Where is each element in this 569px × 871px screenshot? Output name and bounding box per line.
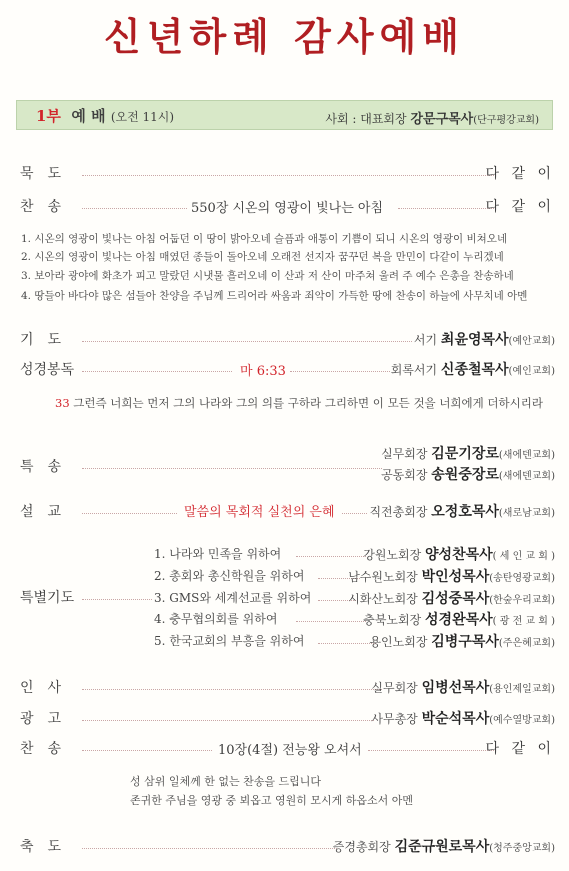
- role: 충북노회장: [363, 613, 422, 627]
- prayer-leader-3: [348, 588, 555, 608]
- dotted-leader: [342, 513, 367, 514]
- row-label-greeting: 인 사: [20, 680, 62, 696]
- role: 회록서기: [390, 363, 438, 377]
- person-name: 임병선목사: [421, 680, 490, 696]
- part-heading: [36, 105, 174, 126]
- person-name: 김병구목사: [431, 634, 499, 650]
- sermon-title: 말씀의 목회적 실천의 은혜: [184, 505, 335, 520]
- church: ( 세 인 교 회 ): [492, 551, 555, 562]
- dotted-leader: [398, 208, 494, 209]
- dotted-leader: [296, 621, 366, 622]
- closing-hymn-line-1: 성 삼위 일체께 한 없는 찬송을 드립니다: [130, 775, 321, 788]
- page-title: 신년하례 감사예배: [104, 14, 465, 59]
- prayer-topic-4: 4. 충무협의회를 위하여: [154, 612, 278, 626]
- row-label-special-prayer: 특별기도: [20, 590, 75, 606]
- row-label-announce: 광 고: [20, 711, 62, 727]
- church: (새에덴교회): [498, 450, 555, 461]
- dotted-leader: [82, 848, 337, 849]
- person-name: 김성중목사: [421, 591, 490, 607]
- person-name: 최윤영목사: [440, 332, 509, 348]
- prayer-leader-5: [369, 631, 555, 651]
- prayer-topic-2: 2. 총회와 총신학원을 위하여: [154, 569, 305, 583]
- hymn-verse-4: 4. 땅들아 바다야 많은 섬들아 찬양을 주님께 드리어라 싸움과 죄악이 가득한 땅에 찬송이 하늘에 사무치네 아멘: [21, 290, 528, 302]
- scripture-verse: [55, 395, 543, 411]
- dotted-leader: [82, 750, 212, 751]
- prayer-leader-1: [363, 544, 555, 564]
- prayer-leader-2: [348, 566, 555, 586]
- dotted-leader: [296, 556, 366, 557]
- dotted-leader: [82, 371, 232, 372]
- prayer-leader: [414, 329, 555, 349]
- row-label-chanson-2: 찬 송: [20, 741, 62, 757]
- person-name: 김문기장로: [431, 446, 499, 462]
- hymn-verse-1: 1. 시온의 영광이 빛나는 아침 어둡던 이 땅이 밝아오네 슬픔과 애통이 기쁨이 되니 시온의 영광이 비쳐오네: [21, 233, 508, 245]
- role: 실무회장: [371, 681, 418, 695]
- chanson-right: 다 같 이: [485, 199, 555, 215]
- closing-hymn-title: 10장(4절) 전능왕 오셔서: [218, 743, 362, 758]
- dotted-leader: [368, 750, 494, 751]
- host-info: [325, 108, 539, 127]
- dotted-leader: [82, 720, 374, 721]
- hymn-title: 550장 시온의 영광이 빛나는 아침: [191, 201, 384, 216]
- preacher: [369, 501, 555, 521]
- role: 용인노회장: [369, 635, 428, 649]
- host-name: 강문구목사: [410, 112, 474, 127]
- church: (용인제일교회): [489, 684, 555, 695]
- scripture-ref: 마 6:33: [240, 364, 286, 379]
- dotted-leader: [82, 689, 382, 690]
- person-name: 김준규원로목사: [394, 839, 490, 855]
- dotted-leader: [82, 341, 412, 342]
- special-song-singer-1: [381, 443, 555, 463]
- verse-text: 그런즉 너희는 먼저 그의 나라와 그의 의를 구하라 그리하면 이 모든 것을 너희에게 더하시리라: [69, 396, 543, 410]
- role: 사무총장: [371, 712, 418, 726]
- church: (청주중앙교회): [489, 843, 555, 854]
- person-name: 박인성목사: [421, 569, 490, 585]
- row-label-sermon: 설 교: [20, 504, 62, 520]
- host-prefix: 사회 : 대표회장: [325, 112, 407, 126]
- prayer-topic-5: 5. 한국교회의 부흥을 위하여: [154, 634, 305, 648]
- person-name: 양성찬목사: [425, 547, 493, 563]
- person-name: 박순석목사: [421, 711, 490, 727]
- dotted-leader: [82, 513, 177, 514]
- row-label-special-song: 특 송: [20, 459, 62, 475]
- prayer-leader-4: [363, 609, 555, 629]
- role: 직전총회장: [369, 505, 428, 519]
- part-number: 1부: [36, 107, 61, 125]
- prayer-topic-1: 1. 나라와 민족을 위하여: [154, 547, 282, 561]
- part-name: 예 배: [71, 107, 106, 125]
- role: 시화산노회장: [348, 592, 418, 606]
- row-label-chanson: 찬 송: [20, 199, 62, 215]
- announce-person: [371, 708, 555, 728]
- row-label-scripture: 성경봉독: [20, 362, 75, 378]
- dotted-leader: [82, 599, 152, 600]
- role: 서기: [413, 333, 438, 347]
- scripture-reader: [391, 359, 555, 379]
- mukdo-right: 다 같 이: [485, 166, 555, 182]
- special-song-singer-2: [381, 464, 555, 484]
- chanson-2-right: 다 같 이: [485, 741, 555, 757]
- role: 실무회장: [381, 447, 428, 461]
- role: 남수원노회장: [348, 570, 418, 584]
- role: 강원노회장: [363, 548, 422, 562]
- role: 증경총회장: [332, 840, 391, 854]
- church: (주은혜교회): [498, 638, 555, 649]
- closing-hymn-line-2: 존귀한 주님을 영광 중 뵈옵고 영원히 모시게 하옵소서 아멘: [130, 794, 413, 807]
- verse-number: 33: [55, 396, 70, 410]
- church: (예수열방교회): [489, 715, 555, 726]
- church: (새로남교회): [498, 508, 555, 519]
- hymn-verse-2: 2. 시온의 영광이 빛나는 아침 매였던 종들이 돌아오네 오래전 선지자 꿈꾸던 복을 만민이 다같이 누리겠네: [21, 251, 504, 263]
- person-name: 신종철목사: [440, 362, 509, 378]
- host-church: (단구평강교회): [473, 115, 539, 126]
- role: 공동회장: [381, 468, 428, 482]
- church: (새에덴교회): [498, 471, 555, 482]
- dotted-leader: [82, 208, 187, 209]
- dotted-leader: [290, 371, 390, 372]
- dotted-leader: [82, 175, 494, 176]
- church: (송탄영광교회): [489, 573, 555, 584]
- church: (예인교회): [508, 366, 555, 377]
- dotted-leader: [318, 643, 376, 644]
- person-name: 오정호목사: [431, 504, 499, 520]
- dotted-leader: [82, 468, 382, 469]
- hymn-verse-3: 3. 보아라 광야에 화초가 피고 말랐던 시냇물 흘러오네 이 산과 저 산이 마주쳐 울려 주 예수 은총을 찬송하네: [21, 270, 514, 282]
- row-label-prayer: 기 도: [20, 332, 62, 348]
- greeting-person: [371, 677, 555, 697]
- church: (한숲우리교회): [489, 595, 555, 606]
- row-label-blessing: 축 도: [20, 839, 62, 855]
- benediction-person: [333, 836, 555, 856]
- church: (예안교회): [508, 336, 555, 347]
- person-name: 송원중장로: [431, 467, 499, 483]
- row-label-mukdo: 묵 도: [20, 166, 62, 182]
- person-name: 성경완목사: [425, 612, 493, 628]
- prayer-topic-3: 3. GMS와 세계선교를 위하여: [154, 591, 312, 605]
- church: ( 광 전 교 회 ): [492, 616, 555, 627]
- part-time: (오전 11시): [110, 110, 175, 124]
